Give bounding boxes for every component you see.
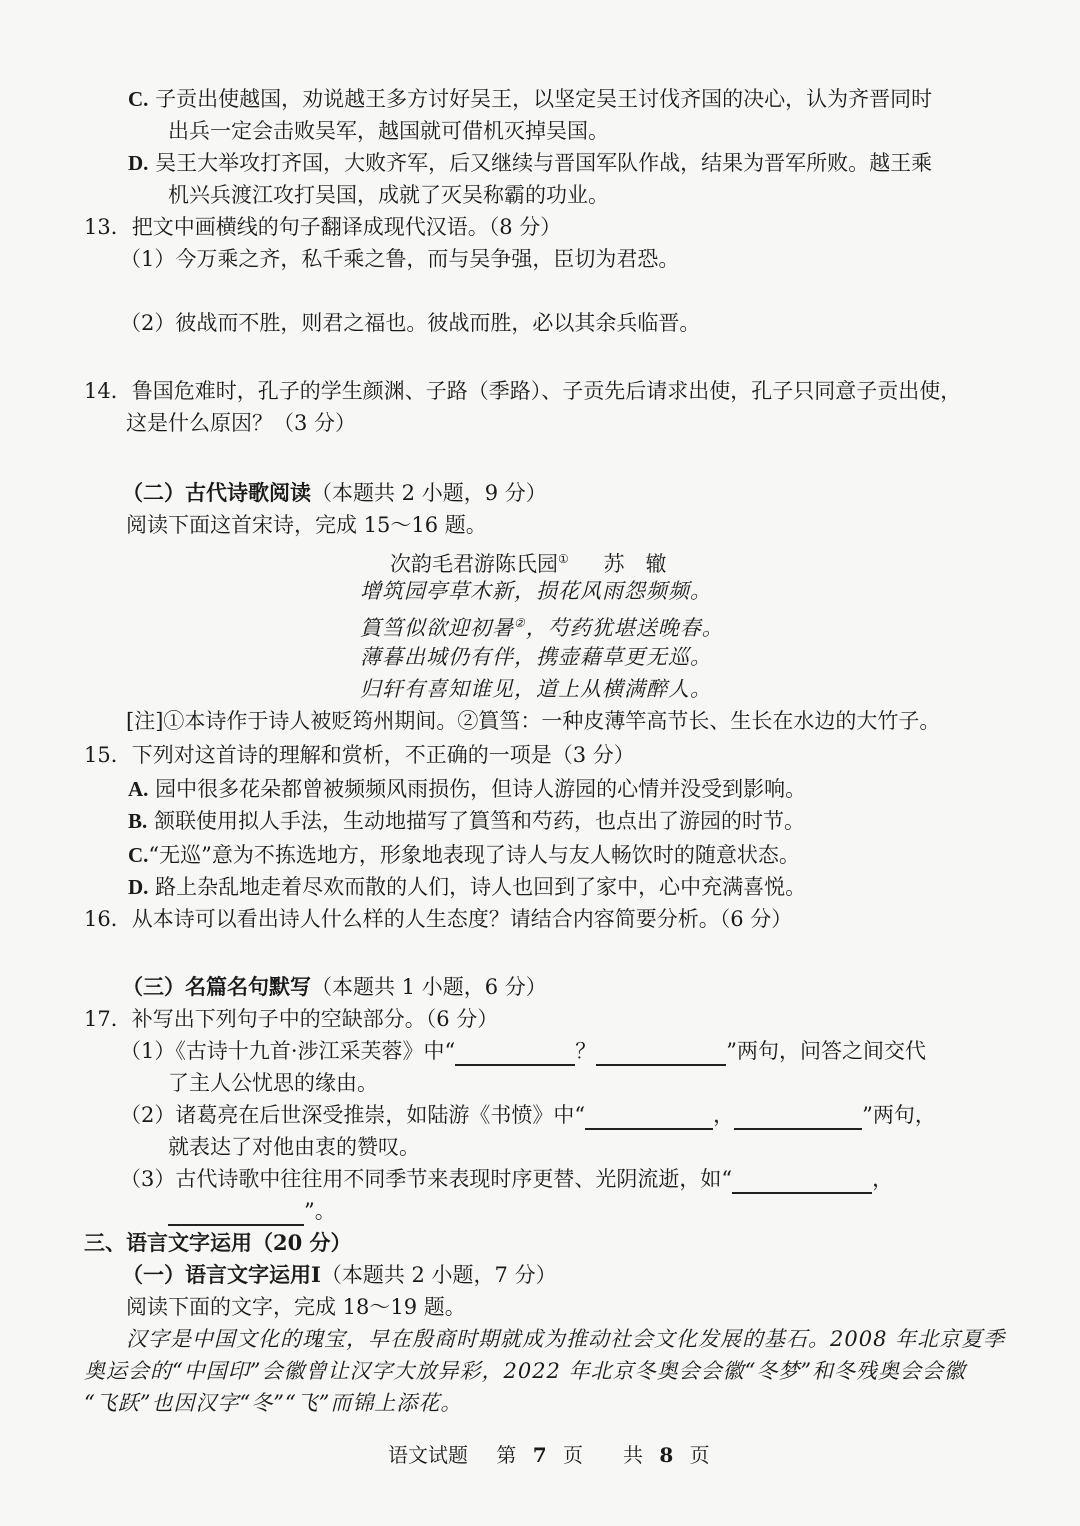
answer-blank[interactable] — [455, 1042, 575, 1066]
q14-stem: 14．鲁国危难时，孔子的学生颜渊、子路（季路）、子贡先后请求出使，孔子只同意子贡出使， — [84, 379, 962, 403]
poem-line-3: 薄暮出城仍有伴，携壶藉草更无巡。 — [360, 645, 712, 669]
answer-blank[interactable] — [734, 1106, 862, 1130]
option-text: 路上杂乱地走着尽欢而散的人们，诗人也回到了家中，心中充满喜悦。 — [155, 875, 807, 899]
answer-blank[interactable] — [585, 1106, 713, 1130]
option-label: C. — [128, 843, 149, 867]
q17-item-1-cont: 了主人公忧思的缘由。 — [168, 1071, 378, 1095]
poem-line-2 — [360, 608, 724, 643]
q13-sentence-2: （2）彼战而不胜，则君之福也。彼战而胜，必以其余兵临晋。 — [120, 311, 701, 335]
q12-option-d — [128, 148, 932, 178]
poem-title — [390, 544, 666, 579]
footer-subject: 语文试题 — [388, 1443, 468, 1467]
q12-option-d-cont: 机兴兵渡江攻打吴国，成就了灭吴称霸的功业。 — [168, 183, 609, 207]
footer-page-number: 7 — [532, 1443, 547, 1467]
sub-heading — [122, 1260, 557, 1290]
q17-stem: 17．补写出下列句子中的空缺部分。（6 分） — [84, 1007, 499, 1031]
option-text: “无巡”意为不拣选地方，形象地表现了诗人与友人畅饮时的随意状态。 — [148, 843, 800, 867]
section-heading-poetry — [122, 478, 547, 508]
q17-item-2-cont: 就表达了对他由衷的赞叹。 — [168, 1135, 420, 1159]
passage-line-3: “飞跃”也因汉字“冬”“飞”而锦上添花。 — [84, 1391, 463, 1415]
section-note: （本题共 2 小题，9 分） — [311, 481, 547, 505]
option-text: 颔联使用拟人手法，生动地描写了篔筜和芍药，也点出了游园的时节。 — [153, 809, 805, 833]
section-note: （本题共 2 小题，7 分） — [320, 1263, 557, 1287]
q12-option-c-cont: 出兵一定会击败吴军，越国就可借机灭掉吴国。 — [168, 119, 609, 143]
item-text: （2）诸葛亮在后世深受推崇，如陆游《书愤》中“ — [120, 1103, 586, 1127]
option-text: 园中很多花朵都曾被频频风雨损伤，但诗人游园的心情并没受到影响。 — [155, 777, 807, 801]
q13-stem: 13．把文中画横线的句子翻译成现代汉语。（8 分） — [84, 215, 562, 239]
passage-line-2: 奥运会的“中国印”会徽曾让汉字大放异彩，2022 年北京冬奥会会徽“冬梦”和冬残奥会会徽 — [84, 1359, 967, 1383]
poem-line-1: 增筑园亭草木新，损花风雨怨频频。 — [360, 579, 712, 603]
q17-item-3 — [120, 1164, 893, 1194]
footer-page-suffix: 页 — [689, 1443, 710, 1467]
option-label: A. — [128, 777, 149, 801]
q17-item-3-cont — [168, 1196, 336, 1226]
q15-option-c — [128, 840, 800, 870]
answer-blank[interactable] — [732, 1170, 872, 1194]
item-text: （3）古代诗歌中往往用不同季节来表现时序更替、光阴流逝，如“ — [120, 1167, 733, 1191]
poem-notes: [注]①本诗作于诗人被贬筠州期间。②篔筜：一种皮薄竿高节长、生长在水边的大竹子。 — [126, 709, 941, 733]
section-intro: 阅读下面这首宋诗，完成 15～16 题。 — [126, 513, 487, 537]
section-note: （本题共 1 小题，6 分） — [311, 975, 547, 999]
section-heading-recitation — [122, 972, 547, 1002]
passage-line-1: 汉字是中国文化的瑰宝，早在殷商时期就成为推动社会文化发展的基石。2008 年北京夏季 — [126, 1327, 1006, 1351]
q17-item-1 — [120, 1036, 926, 1066]
page-footer — [388, 1440, 710, 1470]
q12-option-c — [128, 84, 932, 114]
poem-author: 苏 辙 — [603, 552, 667, 576]
punctuation: ， — [872, 1167, 894, 1191]
q15-option-d — [128, 872, 806, 902]
part-heading: 三、语言文字运用（20 分） — [84, 1230, 352, 1255]
punctuation: ？ — [575, 1039, 597, 1063]
footer-total-pages: 8 — [659, 1443, 674, 1467]
section-title: （二）古代诗歌阅读 — [122, 480, 311, 505]
footer-page-prefix: 第 — [496, 1443, 517, 1467]
poem-line-2-b: ，芍药犹堪送晚春。 — [525, 616, 724, 640]
option-text: 吴王大举攻打齐国，大败齐军，后又继续与晋国军队作战，结果为晋军所败。越王乘 — [155, 151, 933, 175]
answer-blank[interactable] — [596, 1042, 726, 1066]
option-label: B. — [128, 809, 148, 833]
poem-line-2-a: 篔筜似欲迎初暑 — [360, 616, 514, 640]
poem-title-text: 次韵毛君游陈氏园 — [390, 552, 558, 576]
item-text: ”两句， — [862, 1103, 936, 1127]
q14-stem-cont: 这是什么原因？（3 分） — [126, 411, 357, 435]
item-text: （1）《古诗十九首·涉江采芙蓉》中“ — [120, 1039, 456, 1063]
section-intro: 阅读下面的文字，完成 18～19 题。 — [126, 1295, 466, 1319]
note-marker: ① — [558, 552, 569, 566]
option-label: D. — [128, 875, 149, 899]
note-marker: ② — [514, 616, 526, 630]
q15-option-b — [128, 806, 805, 836]
option-label: C. — [128, 87, 149, 111]
q17-item-2 — [120, 1100, 936, 1130]
section-title: （一）语言文字运用Ⅰ — [122, 1262, 321, 1287]
section-title: （三）名篇名句默写 — [122, 974, 311, 999]
footer-page-mid: 页 共 — [563, 1443, 643, 1467]
item-text: ”两句，问答之间交代 — [726, 1039, 927, 1063]
punctuation: ， — [713, 1103, 735, 1127]
option-label: D. — [128, 151, 149, 175]
option-text: 子贡出使越国，劝说越王多方讨好吴王，以坚定吴王讨伐齐国的决心，认为齐晋同时 — [155, 87, 933, 111]
poem-line-4: 归轩有喜知谁见，道上从横满醉人。 — [360, 677, 712, 701]
q13-sentence-1: （1）今万乘之齐，私千乘之鲁，而与吴争强，臣切为君恐。 — [120, 247, 680, 271]
answer-blank[interactable] — [168, 1202, 304, 1226]
q16-stem: 16．从本诗可以看出诗人什么样的人生态度？请结合内容简要分析。（6 分） — [84, 907, 793, 931]
q15-option-a — [128, 774, 806, 804]
q15-stem: 15．下列对这首诗的理解和赏析，不正确的一项是（3 分） — [84, 743, 635, 767]
punctuation: ”。 — [304, 1199, 336, 1223]
